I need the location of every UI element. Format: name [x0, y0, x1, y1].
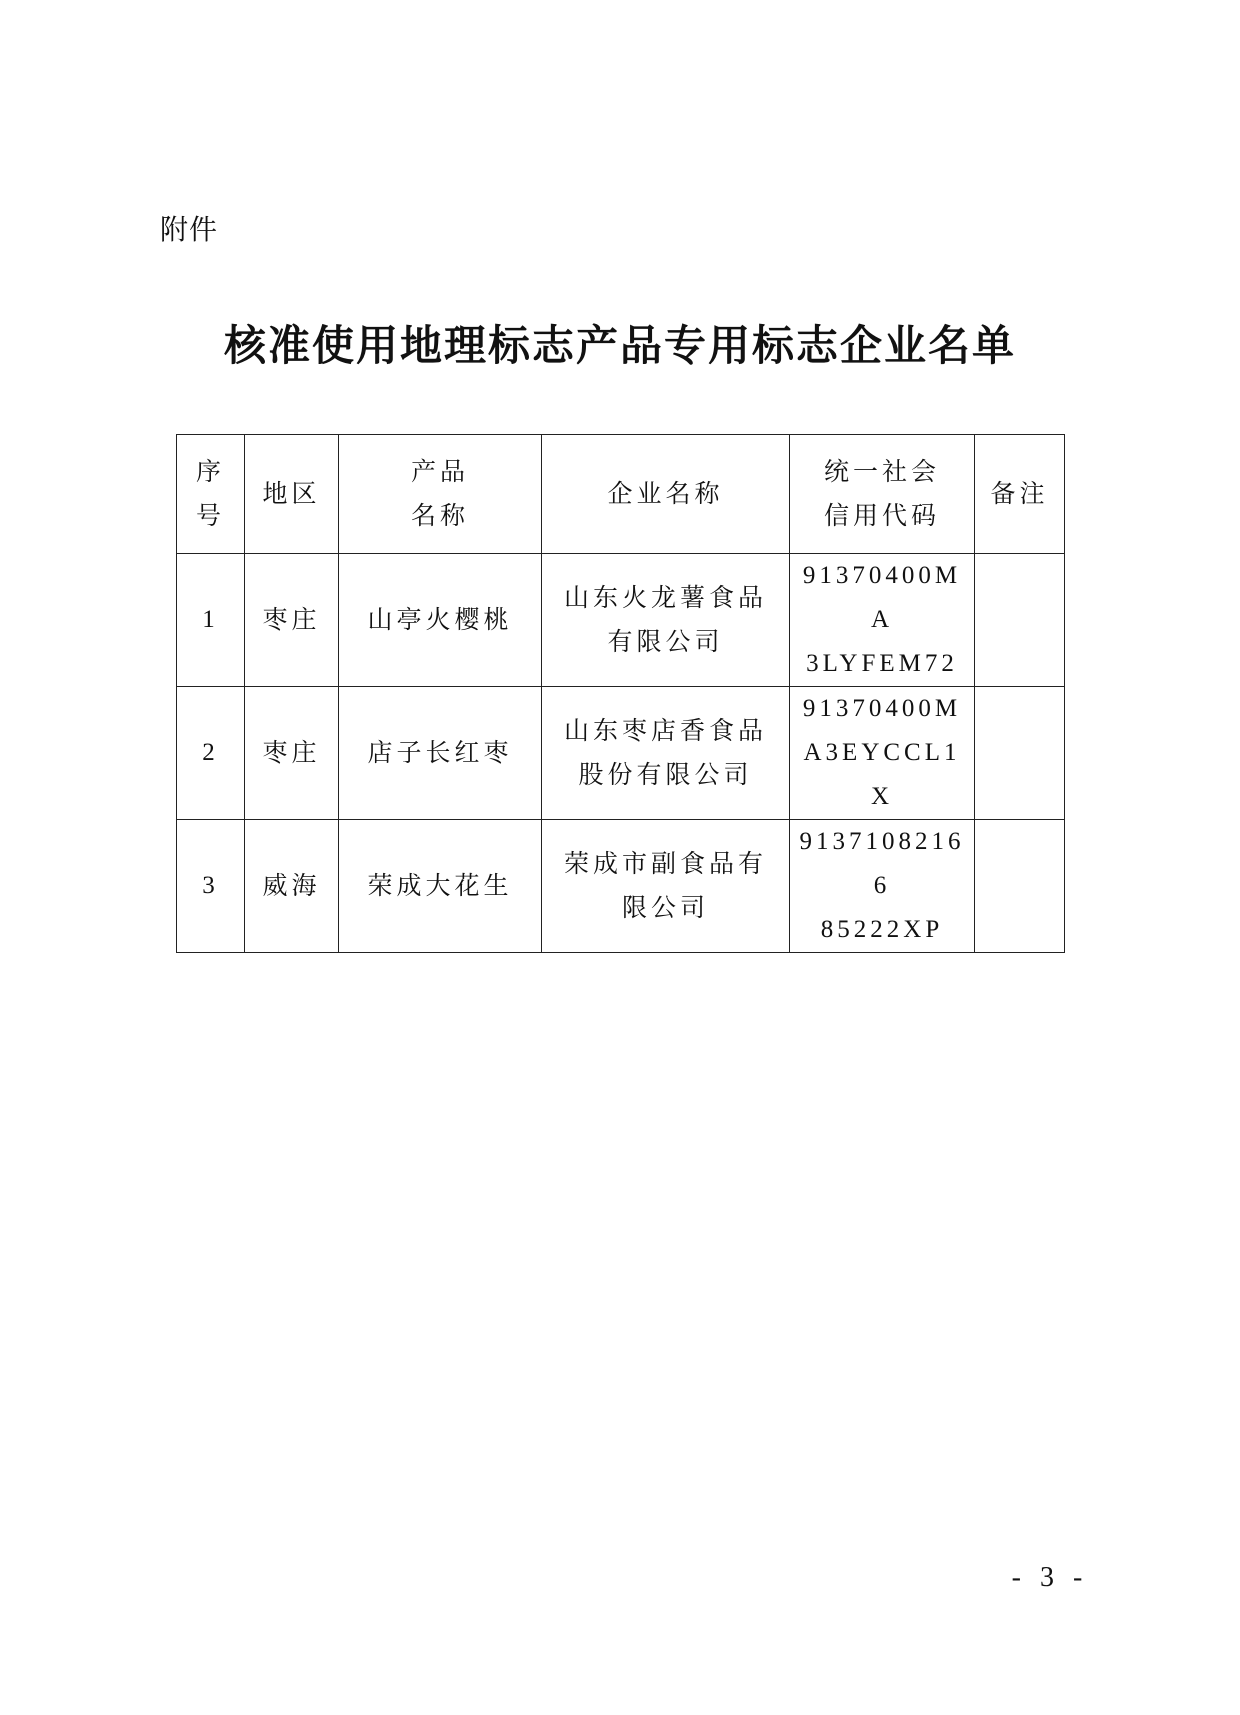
header-company	[542, 435, 790, 554]
code-line2: 85222XP	[820, 916, 944, 943]
header-code-line1: 统一社会	[823, 457, 940, 486]
cell-region: 枣庄	[245, 687, 339, 820]
company-line1: 山东枣店香食品	[563, 716, 767, 745]
cell-remarks	[975, 820, 1065, 953]
table-row	[177, 820, 1065, 953]
document-title: 核准使用地理标志产品专用标志企业名单	[223, 321, 1016, 370]
header-index-line2: 号	[195, 501, 225, 530]
cell-company	[542, 687, 790, 820]
company-line2: 股份有限公司	[578, 760, 753, 789]
header-code-line2: 信用代码	[823, 501, 940, 530]
cell-index: 3	[177, 820, 245, 953]
cell-product: 店子长红枣	[339, 687, 542, 820]
attachment-label: 附件	[160, 213, 219, 246]
header-product-line1: 产品	[410, 457, 469, 486]
code-line1: 91370400MA	[802, 562, 962, 633]
company-line2: 有限公司	[607, 627, 724, 656]
header-product-line2: 名称	[410, 501, 469, 530]
page-number: - 3 -	[1011, 1562, 1089, 1593]
cell-region: 威海	[245, 820, 339, 953]
header-company-label: 企业名称	[607, 479, 724, 508]
cell-company	[542, 554, 790, 687]
table-header-row	[177, 435, 1065, 554]
cell-index: 2	[177, 687, 245, 820]
cell-product: 荣成大花生	[339, 820, 542, 953]
cell-region: 枣庄	[245, 554, 339, 687]
header-remarks-label: 备注	[990, 479, 1049, 508]
header-index-line1: 序	[195, 457, 225, 486]
table-row	[177, 687, 1065, 820]
company-list-table	[176, 434, 1065, 953]
cell-remarks	[975, 687, 1065, 820]
cell-index: 1	[177, 554, 245, 687]
table-row	[177, 554, 1065, 687]
company-line1: 山东火龙薯食品	[563, 583, 767, 612]
header-credit-code	[790, 435, 975, 554]
header-index	[177, 435, 245, 554]
cell-credit-code	[790, 687, 975, 820]
code-line1: 91370400M	[802, 695, 962, 722]
code-line2: 3LYFEM72	[806, 650, 958, 677]
cell-product: 山亭火樱桃	[339, 554, 542, 687]
cell-credit-code	[790, 554, 975, 687]
header-region-label: 地区	[262, 479, 321, 508]
code-line2: A3EYCCL1X	[803, 739, 961, 810]
company-line1: 荣成市副食品有	[563, 849, 767, 878]
cell-company	[542, 820, 790, 953]
company-line2: 限公司	[621, 893, 709, 922]
cell-credit-code	[790, 820, 975, 953]
header-remarks	[975, 435, 1065, 554]
header-region	[245, 435, 339, 554]
header-product	[339, 435, 542, 554]
code-line1: 91371082166	[799, 828, 965, 899]
cell-remarks	[975, 554, 1065, 687]
